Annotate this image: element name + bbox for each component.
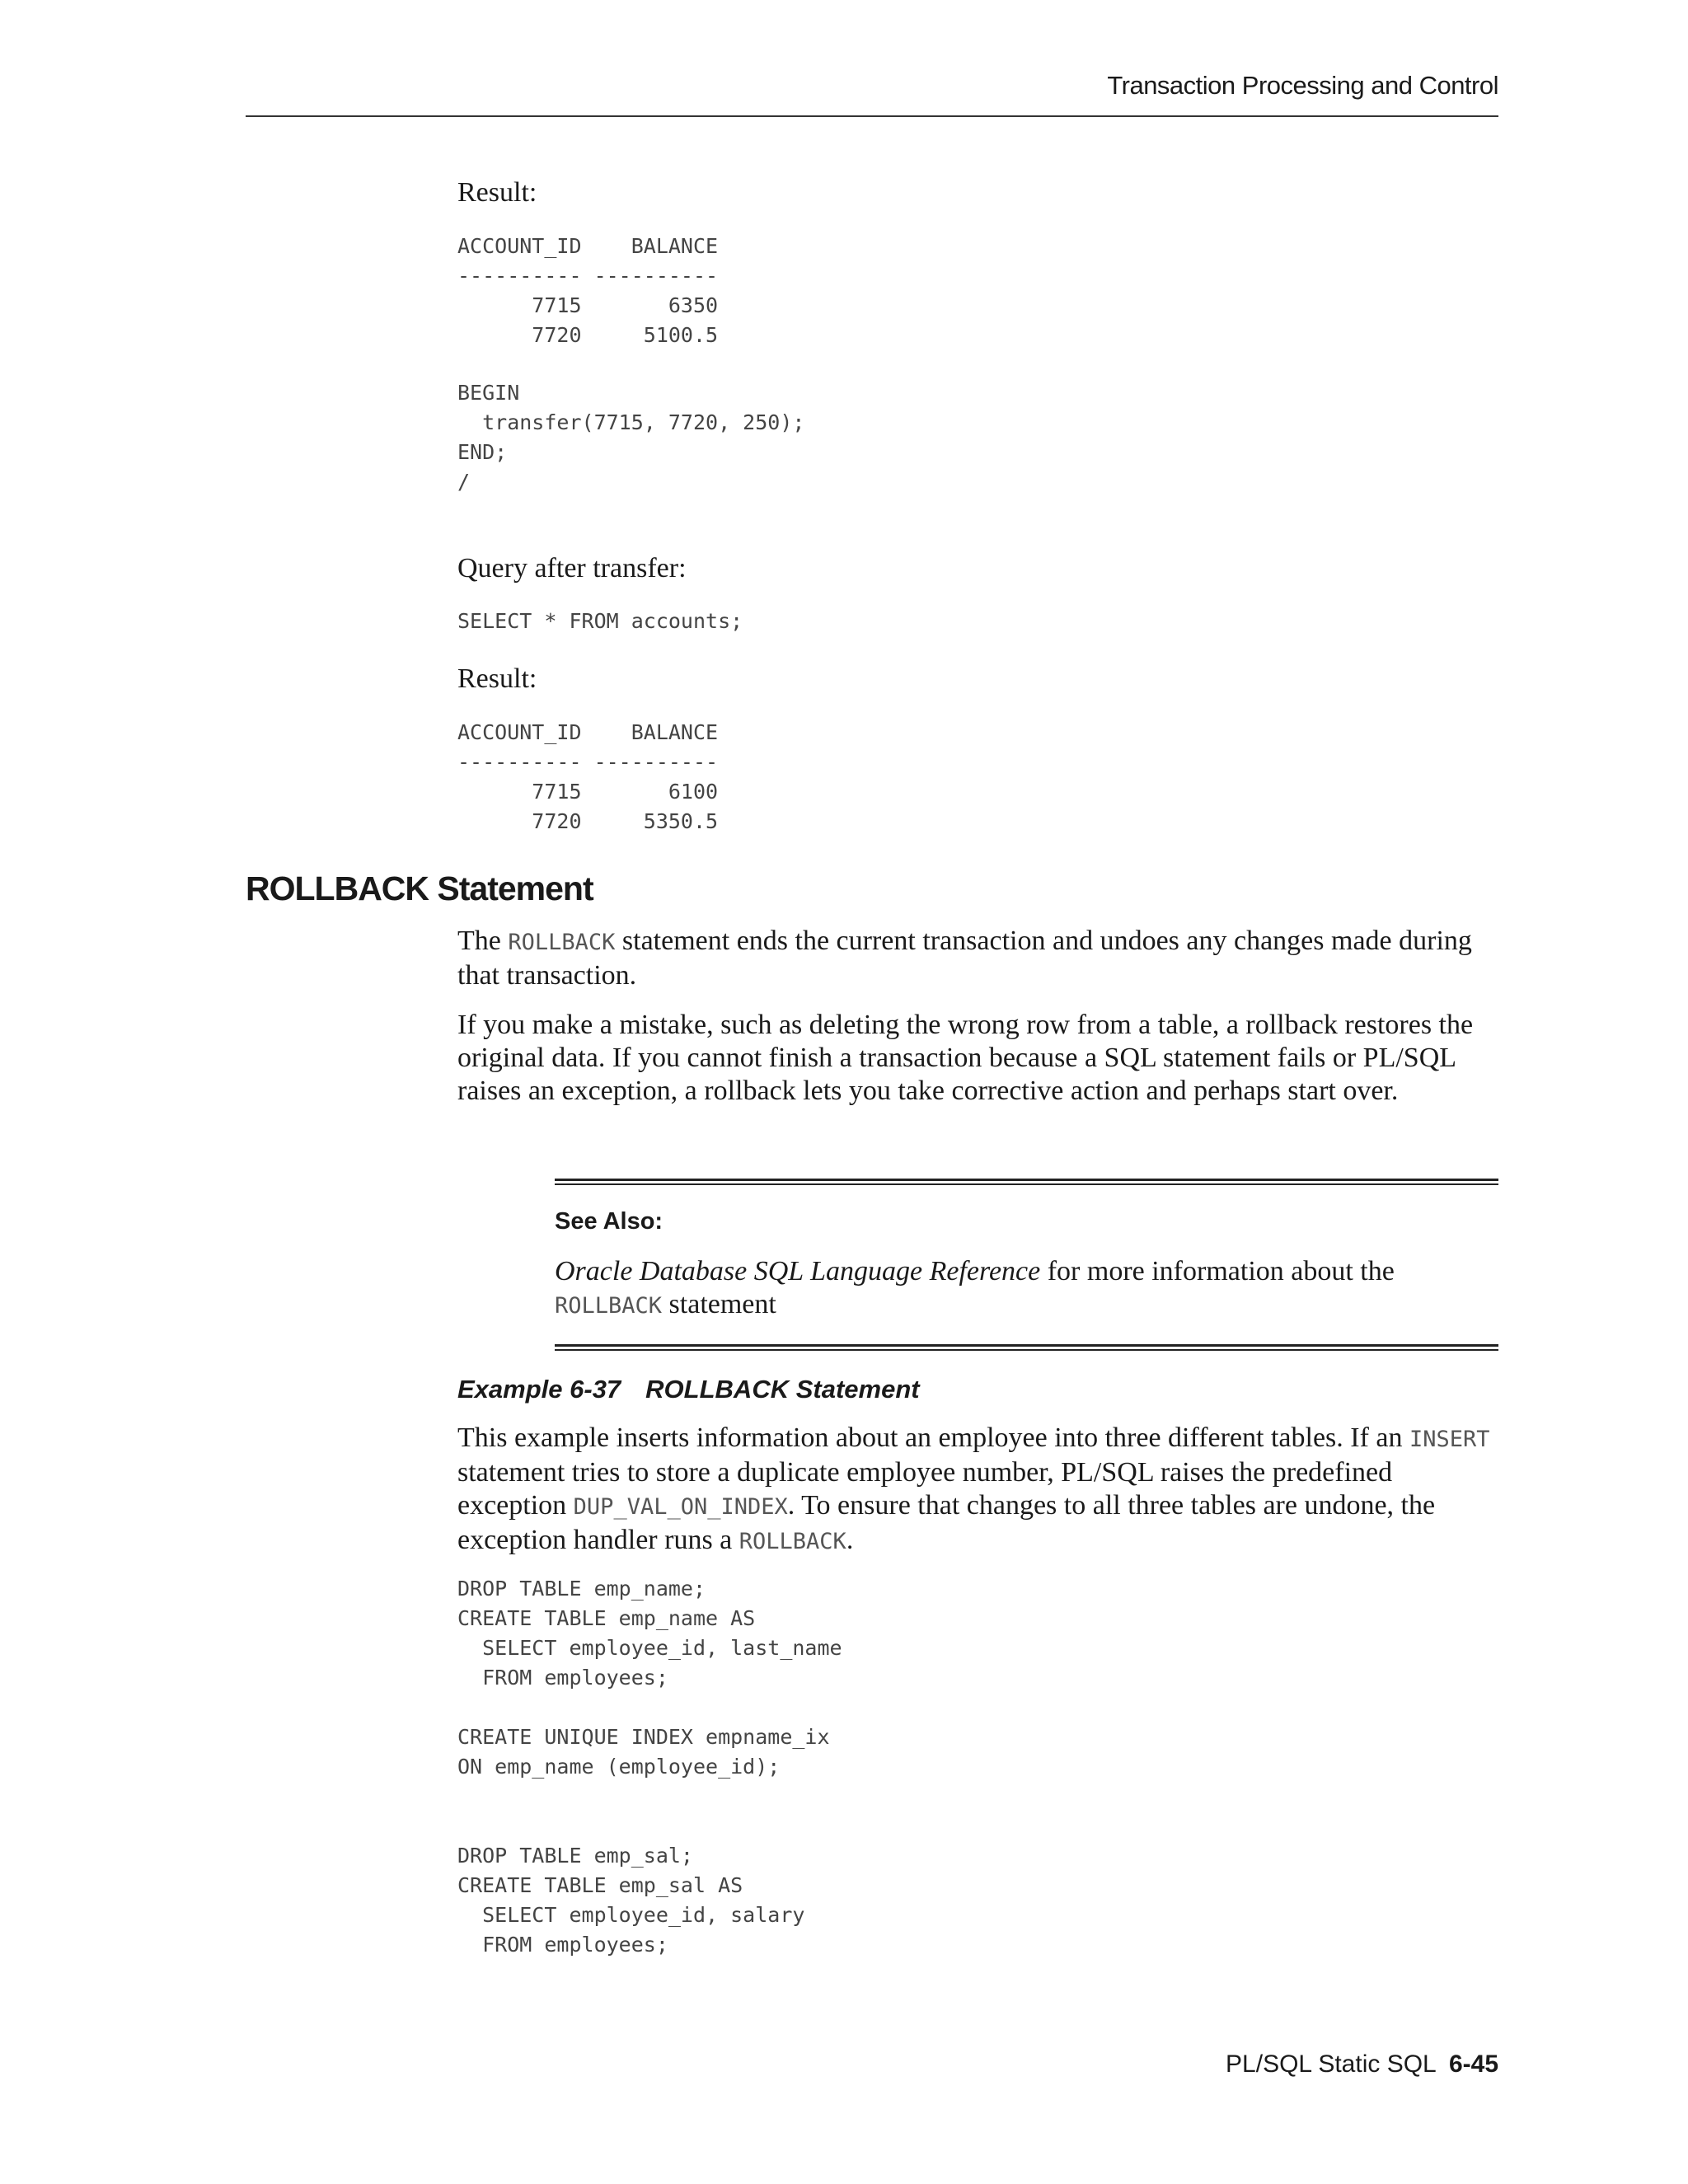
see-also-box <box>555 1179 1498 1351</box>
example-number: Example 6-37 <box>457 1375 621 1404</box>
query-label: Query after transfer: <box>457 553 687 583</box>
header-rule <box>246 115 1498 117</box>
see-also-reference: Oracle Database SQL Language Reference for more information about the ROLLBACK statement <box>555 1256 1395 1319</box>
paragraph: This example inserts information about an employee into three different tables. If an INSERT statement tries to store a duplicate employee number, PL/SQL raises the predefined exception DUP_VAL_ON_INDEX. To ensure that changes to all three tables are undone, the exception handler runs a ROLLBACK. <box>457 1422 1490 1555</box>
result-label: Result: <box>457 177 537 208</box>
accounts-table-before: ACCOUNT_ID BALANCE ---------- ---------- 7715 6350 7720 5100.5 <box>457 234 719 347</box>
inline-code: ROLLBACK <box>738 1529 846 1554</box>
example-title <box>457 1375 920 1404</box>
section-body <box>457 925 1504 1108</box>
page-footer <box>1226 2050 1498 2079</box>
result-label: Result: <box>457 663 537 694</box>
example-code-block: DROP TABLE emp_name; CREATE TABLE emp_name AS SELECT employee_id, last_name FROM employees; CREATE UNIQUE INDEX empname_ix ON emp_name (employee_id); DROP TABLE emp_sal; CREATE TABLE emp_sal AS SELECT employee_id, salary FROM employees; <box>457 1577 842 1957</box>
query-code: SELECT * FROM accounts; <box>457 609 743 633</box>
paragraph: If you make a mistake, such as deleting the wrong row from a table, a rollback restores the original data. If you cannot finish a transaction because a SQL statement fails or PL/SQL raises an exception, a rollback lets you take corrective action and perhaps start over. <box>457 1010 1474 1106</box>
example-description <box>457 1422 1504 1558</box>
accounts-table-after: ACCOUNT_ID BALANCE ---------- ---------- 7715 6100 7720 5350.5 <box>457 720 719 833</box>
transfer-code-block: BEGIN transfer(7715, 7720, 250); END; / <box>457 381 805 494</box>
page-number: 6-45 <box>1448 2050 1498 2078</box>
running-header: Transaction Processing and Control <box>1107 71 1498 100</box>
reference-title: Oracle Database SQL Language Reference <box>555 1256 1041 1286</box>
inline-code: DUP_VAL_ON_INDEX <box>573 1494 788 1520</box>
see-also-label: See Also: <box>555 1208 663 1235</box>
divider <box>555 1179 1498 1185</box>
inline-code: ROLLBACK <box>508 930 616 955</box>
example-name: ROLLBACK Statement <box>645 1375 920 1404</box>
section-heading: ROLLBACK Statement <box>246 869 593 907</box>
inline-code: ROLLBACK <box>555 1293 663 1319</box>
paragraph: The ROLLBACK statement ends the current transaction and undoes any changes made during that transaction. <box>457 926 1472 991</box>
divider <box>555 1344 1498 1351</box>
book-title: PL/SQL Static SQL <box>1226 2050 1436 2078</box>
inline-code: INSERT <box>1409 1427 1490 1452</box>
